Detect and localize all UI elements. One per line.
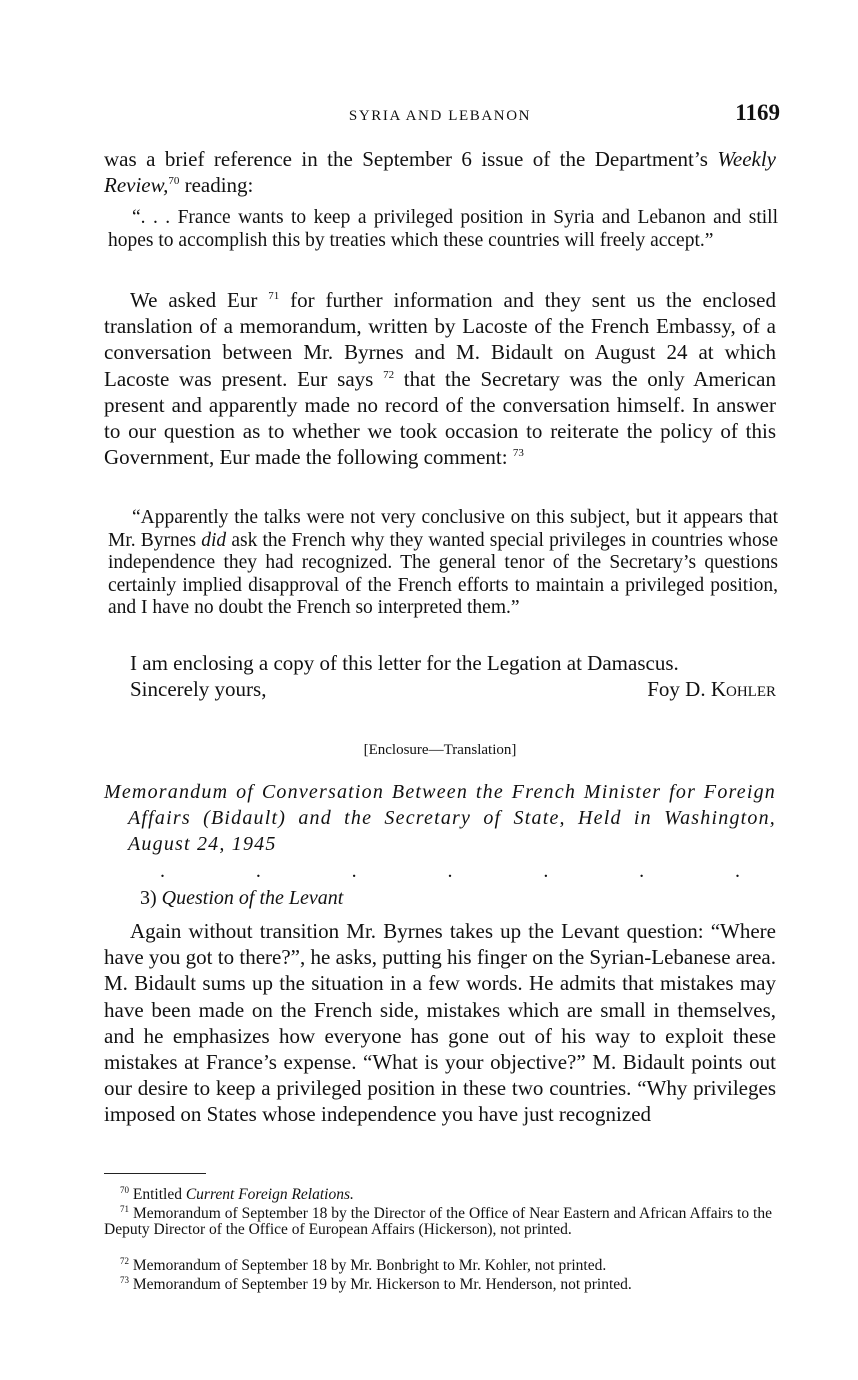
signature: Foy D. Kohler — [647, 677, 776, 701]
paragraph-1-text: was a brief reference in the September 6 issue of the Department’s — [104, 147, 718, 171]
enclosure-heading: [Enclosure—Translation] — [363, 742, 517, 758]
ellipsis-dot: . — [543, 860, 549, 882]
footnote-ref-70: 70 — [168, 175, 180, 188]
paragraph-2-text-a: We asked Eur — [130, 288, 269, 312]
footnote-73: $^{73}$ Memorandum of September 19 by Mr. Hickerson to Mr. Henderson, not printed. — [120, 1275, 632, 1293]
section-heading — [140, 887, 343, 910]
closing-line — [130, 677, 776, 702]
page-number: 1169 — [735, 100, 780, 125]
quote-2-emphasis: did — [201, 529, 227, 551]
enclosure-sentence: I am enclosing a copy of this letter for the Legation at Damascus. — [130, 651, 679, 675]
footnote-italic: Current Foreign Relations. — [185, 1186, 354, 1203]
footnote-number: 73 — [120, 1275, 129, 1285]
ellipsis-dot: . — [255, 860, 261, 882]
footnote-rule — [104, 1173, 206, 1174]
section-number: 3) — [140, 887, 162, 909]
paragraph-2-text-b: for further information and they sent us the enclosed translation of a memorandum, written by Lacoste of the French Embassy, of a conversation between Mr. Byrnes and M. Bidault on August 24 at which Lacoste was present. Eur says — [104, 288, 776, 391]
footnote-ref-73: 73 — [512, 447, 524, 460]
memorandum-paragraph: Again without transition Mr. Byrnes takes up the Levant question: “Where have you got to there?”, he asks, putting his finger on the Syrian-Lebanese area. M. Bidault sums up the situation in a few words. He admits that mistakes may have been made on the French side, mistakes which are small in themselves, and he emphasizes how everyone has gone out of his way to exploit these mistakes at France’s expense. “What is your objective?” M. Bidault points out our desire to keep a privileged position in these two countries. “Why privileges imposed on States whose independence you have just recognized — [104, 919, 776, 1127]
footnote-ref-72: 72 — [383, 368, 395, 381]
ellipsis-dot: . — [734, 860, 740, 882]
ellipsis-dot: . — [447, 860, 453, 882]
footnote-70: $^{70}$ Entitled Current Foreign Relations. — [120, 1185, 354, 1203]
footnote-number: 70 — [120, 1185, 129, 1195]
memorandum-title: Memorandum of Conversation Between the French Minister for Foreign Affairs (Bidault) and the Secretary of State, Held in Washington, August 24, 1945 — [104, 781, 776, 855]
paragraph-1 — [104, 146, 776, 198]
valediction: Sincerely yours, — [130, 677, 267, 701]
ellipsis-dot: . — [351, 860, 357, 882]
ellipsis-dot: . — [160, 860, 165, 882]
footnote-71: $^{71}$ Memorandum of September 18 by the Director of the Office of Near Eastern and African Affairs to the Deputy Director of the Office of European Affairs (Hickerson), not printed. — [104, 1204, 772, 1238]
section-title: Question of the Levant — [161, 887, 344, 909]
publication-title: Weekly Review, — [104, 147, 776, 198]
footnote-number: 72 — [120, 1256, 129, 1266]
paragraph-2-text-c: that the Secretary was the only American present and apparently made no record of the conversation himself. In answer to our question as to whether we took occasion to reiterate the policy of this Government, Eur made the following comment: — [104, 366, 776, 470]
footnote-ref-71: 71 — [268, 290, 280, 302]
paragraph-2 — [104, 287, 776, 470]
quote-2-text-b: ask the French why they wanted special privileges in countries whose independence they had recognized. The general tenor of the Secretary’s questions certainly implied disapproval of the French efforts to maintain a privileged position, and I have no doubt the French so interpreted them.” — [108, 529, 779, 618]
running-title: SYRIA AND LEBANON — [348, 108, 532, 124]
paragraph-1-tail: reading: — [179, 173, 254, 198]
ellipsis-dot: . — [639, 860, 645, 882]
quote-2-text-a: “Apparently the talks were not very conclusive on this subject, but it appears that Mr. Byrnes — [108, 507, 778, 551]
block-quote-1: “. . . France wants to keep a privileged position in Syria and Lebanon and still hopes to accomplish this by treaties which these countries will freely accept.” — [108, 207, 778, 251]
footnote-number: 71 — [120, 1204, 129, 1214]
ellipsis-row — [160, 860, 740, 883]
page-header — [104, 100, 780, 134]
footnote-72: $^{72}$ Memorandum of September 18 by Mr. Bonbright to Mr. Kohler, not printed. — [120, 1256, 607, 1274]
block-quote-2 — [108, 507, 778, 620]
